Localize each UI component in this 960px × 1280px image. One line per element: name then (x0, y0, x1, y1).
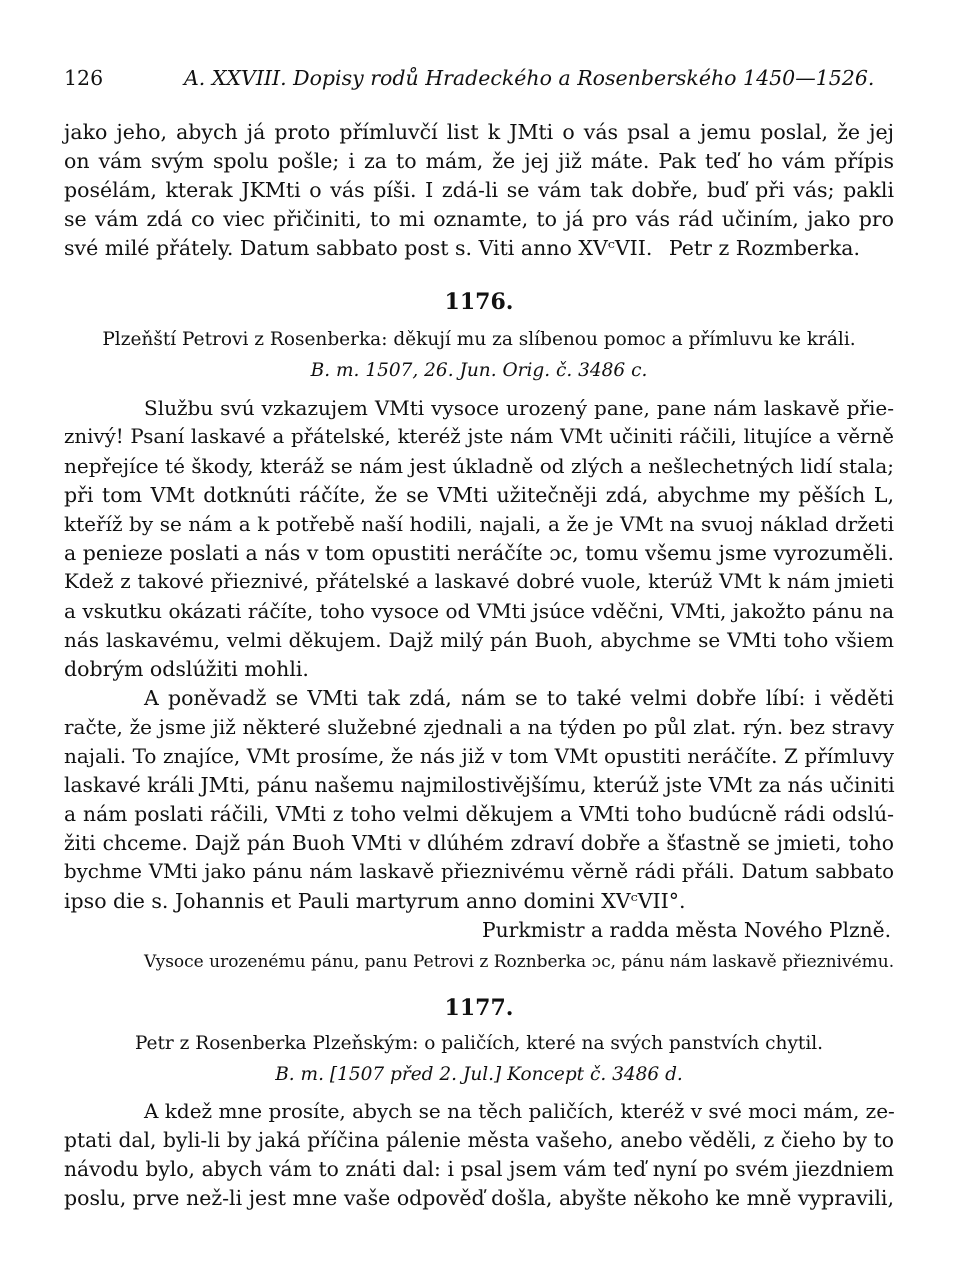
text-line: on vám svým spolu pošle; i za to mám, že jej již máte. Pak teď ho vám přípis (64, 149, 894, 173)
text-line: a penieze poslati a nás v tom opustiti neráčíte ɔc, tomu všemu jsme vyrozuměli. (64, 541, 894, 565)
document-regest: Plzeňští Petrovi z Rosenberka: děkují mu za slíbenou pomoc a přímluvu ke králi. (102, 329, 856, 350)
text-line: nás laskavému, velmi děkujem. Dajž milý pán Buoh, abychme se VMti toho všiem (64, 628, 894, 652)
text-line: ipso die s. Johannis et Pauli martyrum anno domini XVᶜVII°. (64, 889, 686, 913)
text-line: Službu svú vzkazujem VMti vysoce urozený pane, pane nám laskavě přie- (144, 396, 894, 420)
text-line: při tom VMt dotknúti ráčíte, že se VMti užitečněji zdá, abychme my pěších L, (64, 483, 894, 507)
text-line: bychme VMti jako pánu nám laskavě přieznivému věrně rádi přáli. Datum sabbato (64, 860, 894, 883)
text-line: dobrým odslúžiti mohli. (64, 657, 309, 681)
page-number: 126 (64, 66, 104, 90)
text-line: posélám, kterak JKMti o vás píši. I zdá-li se vám tak dobře, buď při vás; pakli (64, 178, 894, 202)
text-fragment: své milé přátely. Datum sabbato post s. Viti anno XVᶜVII. (64, 236, 653, 260)
document-source: B. m. [1507 před 2. Jul.] Koncept č. 3486 d. (275, 1064, 683, 1085)
page-header (64, 66, 894, 96)
text-line: ptati dal, byli-li by jaká příčina pálenie města vašeho, anebo věděli, z čieho by to (64, 1128, 894, 1152)
text-line: račte, že jsme již některé služebné zjednali a na týden po půl zlat. rýn. bez stravy (64, 715, 894, 739)
text-line: laskavé králi JMti, pánu našemu najmilostivějšímu, kterúž jste VMt za nás učiniti (64, 773, 895, 797)
document-number: 1176. (444, 289, 514, 315)
document-regest: Petr z Rosenberka Plzeňským: o paličích, které na svých panstvích chytil. (134, 1033, 824, 1054)
letter-address: Vysoce urozenému pánu, panu Petrovi z Roznberka ɔc, pánu nám laskavě přieznivému. (144, 952, 895, 972)
text-line: A kdež mne prosíte, abych se na těch paličích, kteréž v své moci mám, ze- (144, 1099, 895, 1123)
text-line: žiti chceme. Dajž pán Buoh VMti v dlúhém zdraví dobře a šťastně se jmieti, toho (64, 831, 894, 855)
document-number: 1177. (444, 995, 514, 1021)
document-source: B. m. 1507, 26. Jun. Orig. č. 3486 c. (310, 360, 648, 381)
text-line: A poněvadž se VMti tak zdá, nám se to také velmi dobře líbí: i věděti (144, 686, 894, 710)
text-line: najali. To znajíce, VMt prosíme, že nás již v tom VMt opustiti neráčíte. Z přímluvy (64, 744, 894, 768)
text-line: znivý! Psaní laskavé a přátelské, kteréž jste nám VMt učiniti ráčili, litujíce a věrně (64, 425, 894, 448)
text-line: nepřejíce té škody, kteráž se nám jest úkladně od zlých a nešlechetných lidí stala; (64, 454, 894, 478)
text-line: poslu, prve než-li jest mne vaše odpověď došla, abyšte někoho ke mně vypravili, (64, 1186, 894, 1210)
text-line-with-signature (64, 234, 894, 262)
text-line: jako jeho, abych já proto přímluvčí list k JMti o vás psal a jemu poslal, že jej (64, 120, 894, 144)
signature: Petr z Rozmberka. (668, 236, 860, 260)
text-line: a nám poslati ráčili, VMti z toho velmi děkujem a VMti toho budúcně rádi odslú- (64, 802, 894, 826)
running-title: A. XXVIII. Dopisy rodů Hradeckého a Rosenberského 1450—1526. (184, 66, 875, 90)
text-line: a vskutku okázati ráčíte, toho vysoce od VMti jsúce vděčni, VMti, jakožto pánu na (64, 599, 894, 623)
text-line: se vám zdá co viec přičiniti, to mi oznamte, to já pro vás rád učiním, jako pro (64, 207, 894, 231)
signature: Purkmistr a radda města Nového Plzně. (482, 918, 892, 942)
text-line: kteříž by se nám a k potřebě naší hodili, najali, a že je VMt na svuoj náklad držeti (64, 512, 894, 536)
text-line: Kdež z takové přieznivé, přátelské a laskavé dobré vuole, kterúž VMt k nám jmieti (64, 570, 894, 593)
text-line: návodu bylo, abych vám to znáti dal: i psal jsem vám teď nyní po svém jiezdniem (64, 1157, 894, 1181)
